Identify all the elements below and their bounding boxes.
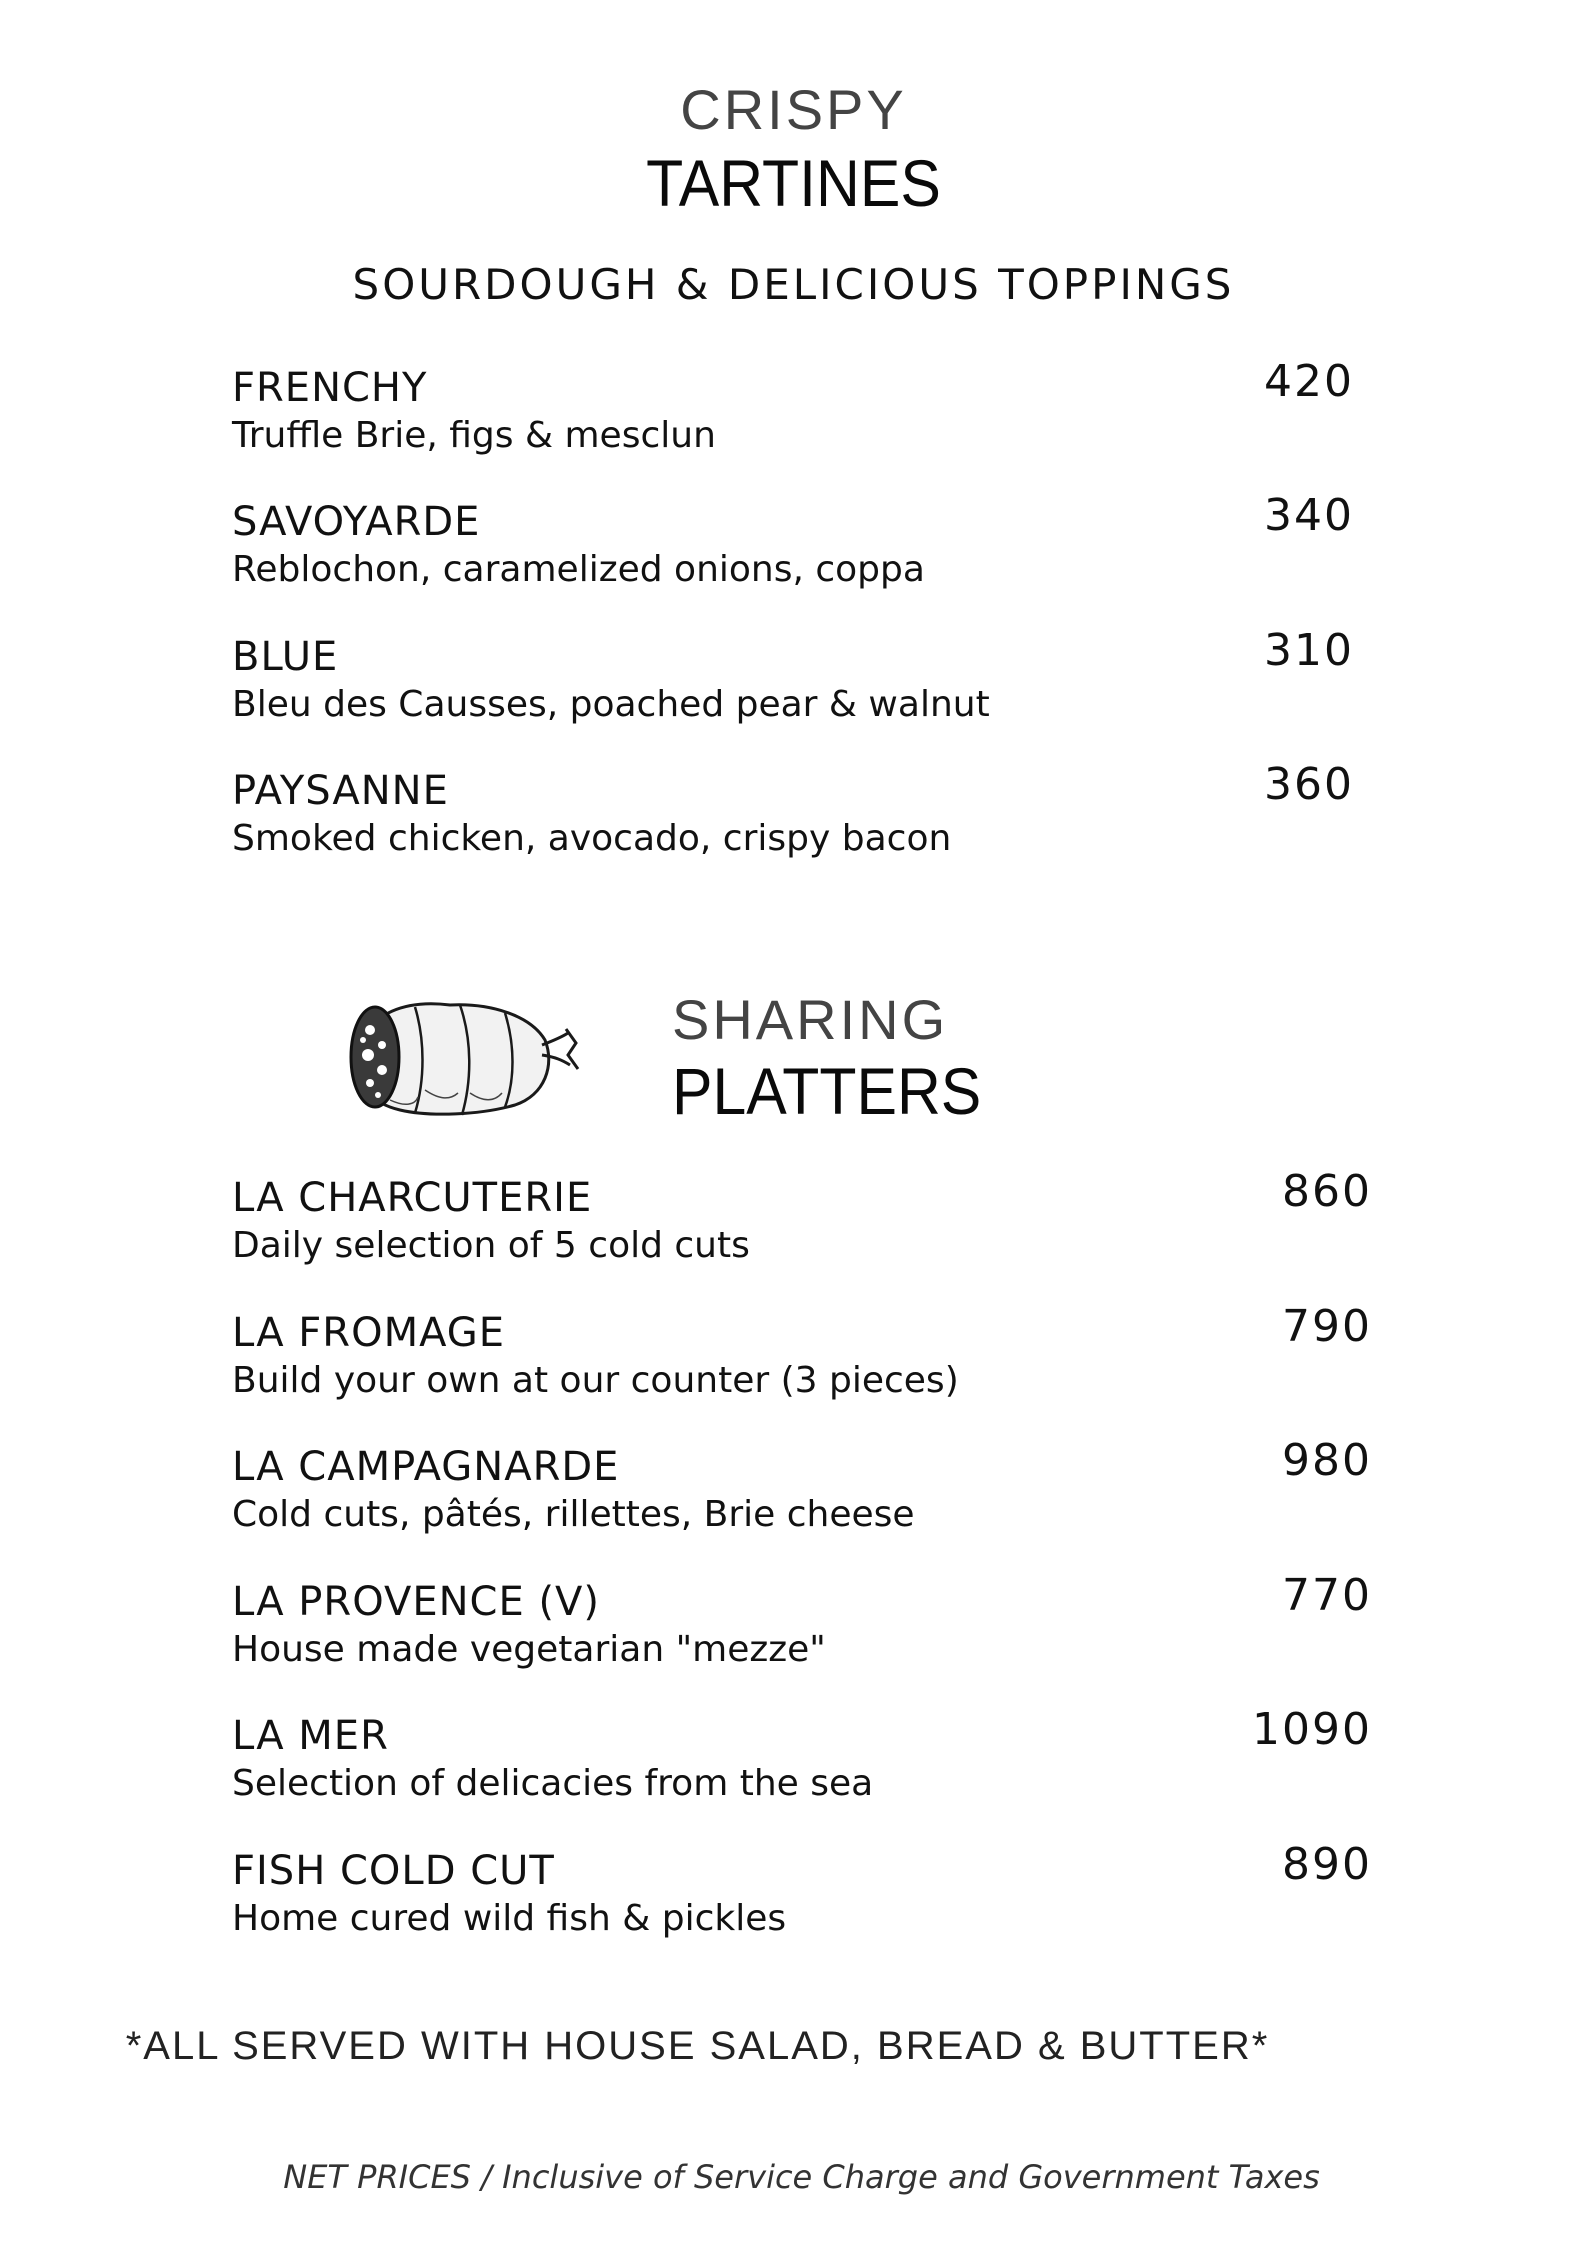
item-description: Cold cuts, pâtés, rillettes, Brie cheese	[232, 1494, 915, 1535]
item-description: Daily selection of 5 cold cuts	[232, 1225, 750, 1266]
served-with-footnote: *ALL SERVED WITH HOUSE SALAD, BREAD & BUTTER*	[125, 2024, 1270, 2068]
item-name: SAVOYARDE	[232, 499, 481, 545]
item-name: PAYSANNE	[232, 768, 449, 814]
item-description: Reblochon, caramelized onions, coppa	[232, 549, 925, 590]
menu-item-la-campagnarde	[232, 1435, 1372, 1553]
menu-item-la-charcuterie	[232, 1166, 1372, 1284]
item-name: LA FROMAGE	[232, 1310, 506, 1356]
section-title-tartines: TARTINES	[646, 146, 941, 220]
item-name: LA CAMPAGNARDE	[232, 1444, 620, 1490]
menu-item-fish-cold-cut	[232, 1839, 1372, 1957]
item-name: LA MER	[232, 1713, 389, 1759]
item-name: FRENCHY	[232, 365, 428, 411]
item-price: 420	[1264, 356, 1354, 407]
menu-item-frenchy	[232, 356, 1372, 474]
item-description: Selection of delicacies from the sea	[232, 1763, 874, 1804]
item-name: BLUE	[232, 634, 339, 680]
item-name: LA PROVENCE (V)	[232, 1579, 601, 1625]
item-description: Build your own at our counter (3 pieces)	[232, 1360, 959, 1401]
item-name: LA CHARCUTERIE	[232, 1175, 593, 1221]
menu-item-blue	[232, 625, 1372, 743]
item-price: 1090	[1252, 1704, 1372, 1755]
section-title-sharing: SHARING	[672, 988, 949, 1051]
item-description: Bleu des Causses, poached pear & walnut	[232, 684, 990, 725]
item-description: Smoked chicken, avocado, crispy bacon	[232, 818, 952, 859]
section-title-crispy: CRISPY	[680, 78, 907, 141]
section-title-platters: PLATTERS	[672, 1054, 982, 1128]
item-price: 790	[1282, 1301, 1372, 1352]
item-price: 340	[1264, 490, 1354, 541]
item-price: 310	[1264, 625, 1354, 676]
item-name: FISH COLD CUT	[232, 1848, 555, 1894]
sausage-illustration	[330, 985, 580, 1125]
section-tagline: SOURDOUGH & DELICIOUS TOPPINGS	[352, 260, 1235, 309]
item-description: Truffle Brie, figs & mesclun	[232, 415, 716, 456]
menu-item-la-fromage	[232, 1301, 1372, 1419]
item-price: 860	[1282, 1166, 1372, 1217]
item-price: 980	[1282, 1435, 1372, 1486]
item-description: House made vegetarian "mezze"	[232, 1629, 826, 1670]
menu-item-savoyarde	[232, 490, 1372, 608]
menu-item-paysanne	[232, 759, 1372, 877]
item-price: 890	[1282, 1839, 1372, 1890]
item-description: Home cured wild fish & pickles	[232, 1898, 787, 1939]
item-price: 360	[1264, 759, 1354, 810]
item-price: 770	[1282, 1570, 1372, 1621]
menu-item-la-mer	[232, 1704, 1372, 1822]
menu-item-la-provence	[232, 1570, 1372, 1688]
net-prices-note: NET PRICES / Inclusive of Service Charge and Government Taxes	[283, 2158, 1320, 2196]
